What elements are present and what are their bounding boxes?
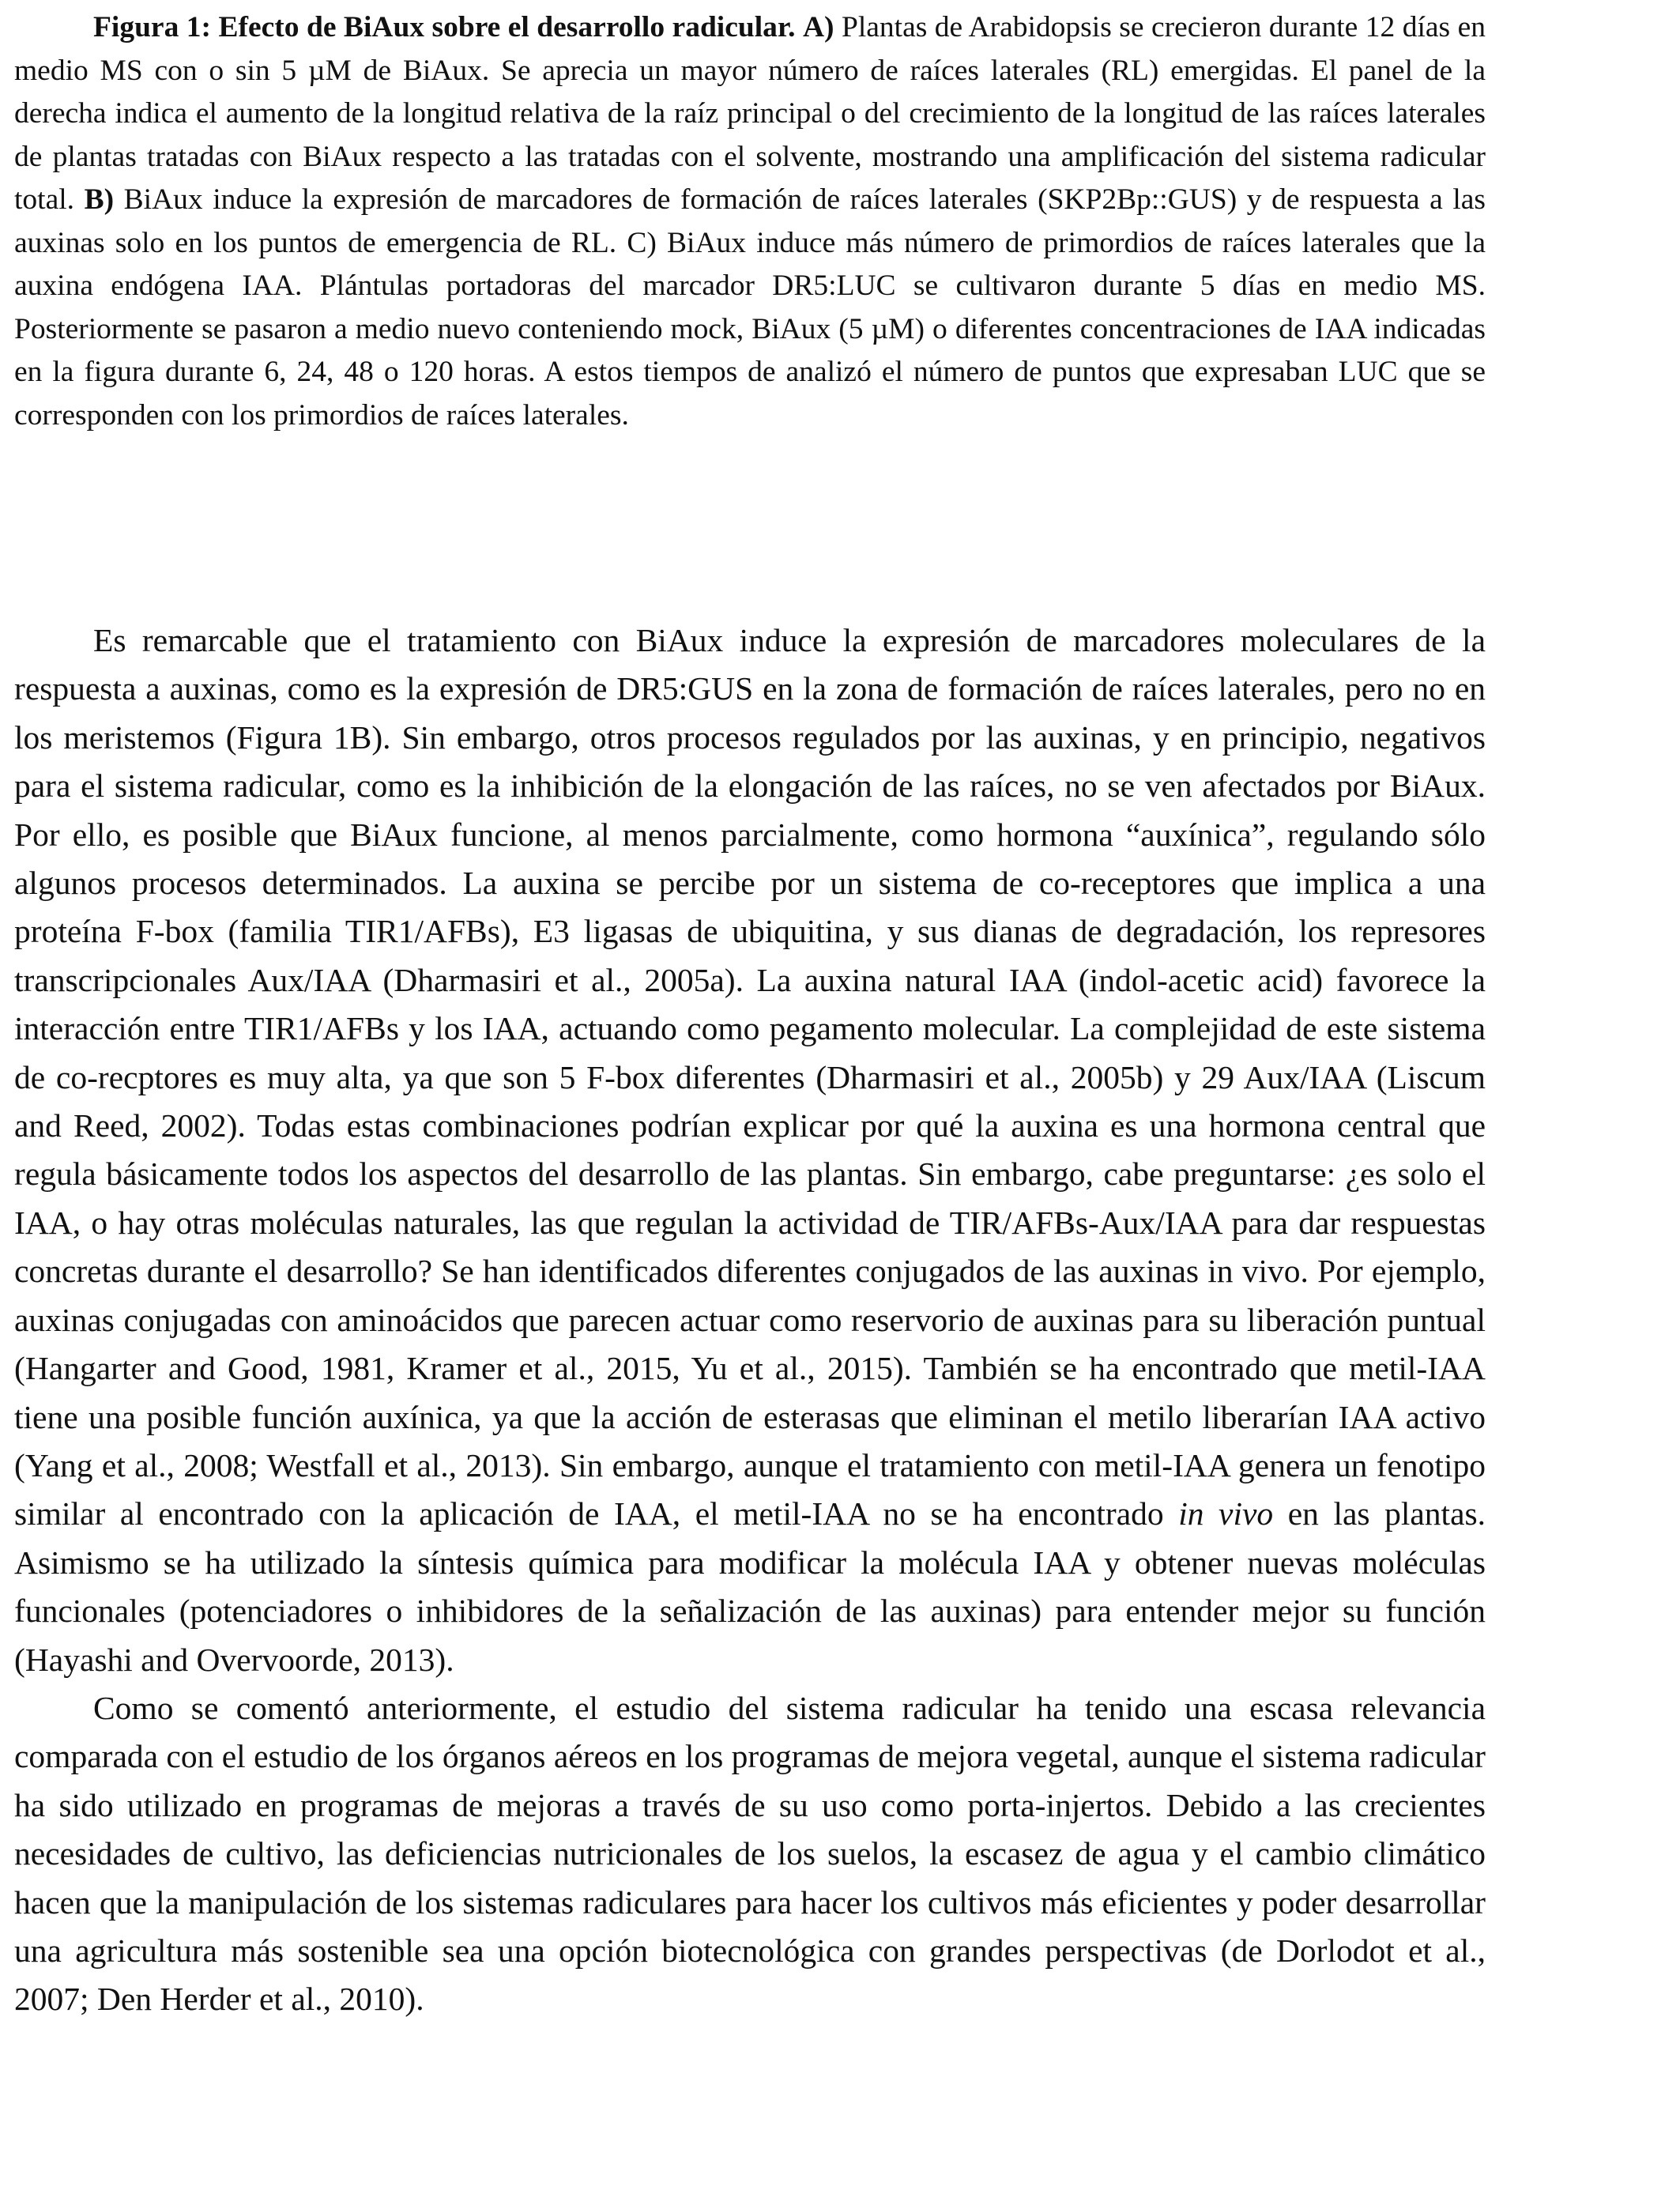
paragraph-2: Como se comentó anteriormente, el estudio del sistema radicular ha tenido una escasa relevancia comparada con el estudio de los órganos aéreos en los programas de mejora vegetal, aunque el sistema radicular ha sido utilizado en programas de mejoras a través de su uso como porta-injertos. Debido a las crecientes necesidades de cultivo, las deficiencias nutricionales de los suelos, la escasez de agua y el cambio climático hacen que la manipulación de los sistemas radiculares para hacer los cultivos más eficientes y poder desarrollar una agricultura más sostenible sea una opción biotecnológica con grandes perspectivas (de Dorlodot et al., 2007; Den Herder et al., 2010).	[14, 1689, 1486, 2018]
paragraph-1-part-b: en las plantas. Asimismo se ha utilizado la síntesis química para modificar la molécula IAA y obtener nuevas moléculas funcionales (potenciadores o inhibidores de la señalización de las auxinas) para entender mejor su función (Hayashi and Overvoorde, 2013).	[14, 1495, 1486, 1678]
caption-text-b: BiAux induce la expresión de marcadores de formación de raíces laterales (SKP2Bp::GUS) y de respuesta a las auxinas solo en los puntos de emergencia de RL. C) BiAux induce más número de primordios de raíces laterales que la auxina endógena IAA. Plántulas portadoras del marcador DR5:LUC se cultivaron durante 5 días en medio MS. Posteriormente se pasaron a medio nuevo conteniendo mock, BiAux (5 µM) o diferentes concentraciones de IAA indicadas en la figura durante 6, 24, 48 o 120 horas. A estos tiempos de analizó el número de puntos que expresaban LUC que se corresponden con los primordios de raíces laterales.	[14, 183, 1486, 432]
caption-title: Figura 1: Efecto de BiAux sobre el desarrollo radicular.	[93, 11, 796, 43]
caption-text-a: Plantas de Arabidopsis se crecieron durante 12 días en medio MS con o sin 5 µM de BiAux. Se aprecia un mayor número de raíces laterales (RL) emergidas. El panel de la derecha indica el aumento de la longitud relativa de la raíz principal o del crecimiento de la longitud de las raíces laterales de plantas tratadas con BiAux respecto a las tratadas con el solvente, mostrando una amplificación del sistema radicular total.	[14, 11, 1486, 216]
figure-caption	[14, 6, 1486, 437]
caption-label-a: A)	[802, 11, 834, 43]
paragraph-1-part-a: Es remarcable que el tratamiento con BiAux induce la expresión de marcadores moleculares de la respuesta a auxinas, como es la expresión de DR5:GUS en la zona de formación de raíces laterales, pero no en los meristemos (Figura 1B). Sin embargo, otros procesos regulados por las auxinas, y en principio, negativos para el sistema radicular, como es la inhibición de la elongación de las raíces, no se ven afectados por BiAux. Por ello, es posible que BiAux funcione, al menos parcialmente, como hormona “auxínica”, regulando sólo algunos procesos determinados. La auxina se percibe por un sistema de co-receptores que implica a una proteína F-box (familia TIR1/AFBs), E3 ligasas de ubiquitina, y sus dianas de degradación, los represores transcripcionales Aux/IAA (Dharmasiri et al., 2005a). La auxina natural IAA (indol-acetic acid) favorece la interacción entre TIR1/AFBs y los IAA, actuando como pegamento molecular. La complejidad de este sistema de co-recptores es muy alta, ya que son 5 F-box diferentes (Dharmasiri et al., 2005b) y 29 Aux/IAA (Liscum and Reed, 2002). Todas estas combinaciones podrían explicar por qué la auxina es una hormona central que regula básicamente todos los aspectos del desarrollo de las plantas. Sin embargo, cabe preguntarse: ¿es solo el IAA, o hay otras moléculas naturales, las que regulan la actividad de TIR/AFBs-Aux/IAA para dar respuestas concretas durante el desarrollo? Se han identificados diferentes conjugados de las auxinas in vivo. Por ejemplo, auxinas conjugadas con aminoácidos que parecen actuar como reservorio de auxinas para su liberación puntual (Hangarter and Good, 1981, Kramer et al., 2015, Yu et al., 2015). También se ha encontrado que metil-IAA tiene una posible función auxínica, ya que la acción de esterasas que eliminan el metilo liberarían IAA activo (Yang et al., 2008; Westfall et al., 2013). Sin embargo, aunque el tratamiento con metil-IAA genera un fenotipo similar al encontrado con la aplicación de IAA, el metil-IAA no se ha encontrado	[14, 622, 1486, 1532]
paragraph-1-italic: in vivo	[1178, 1495, 1274, 1532]
caption-label-b: B)	[84, 183, 115, 216]
paragraph-1	[14, 616, 1486, 1684]
body-text	[14, 616, 1486, 2024]
